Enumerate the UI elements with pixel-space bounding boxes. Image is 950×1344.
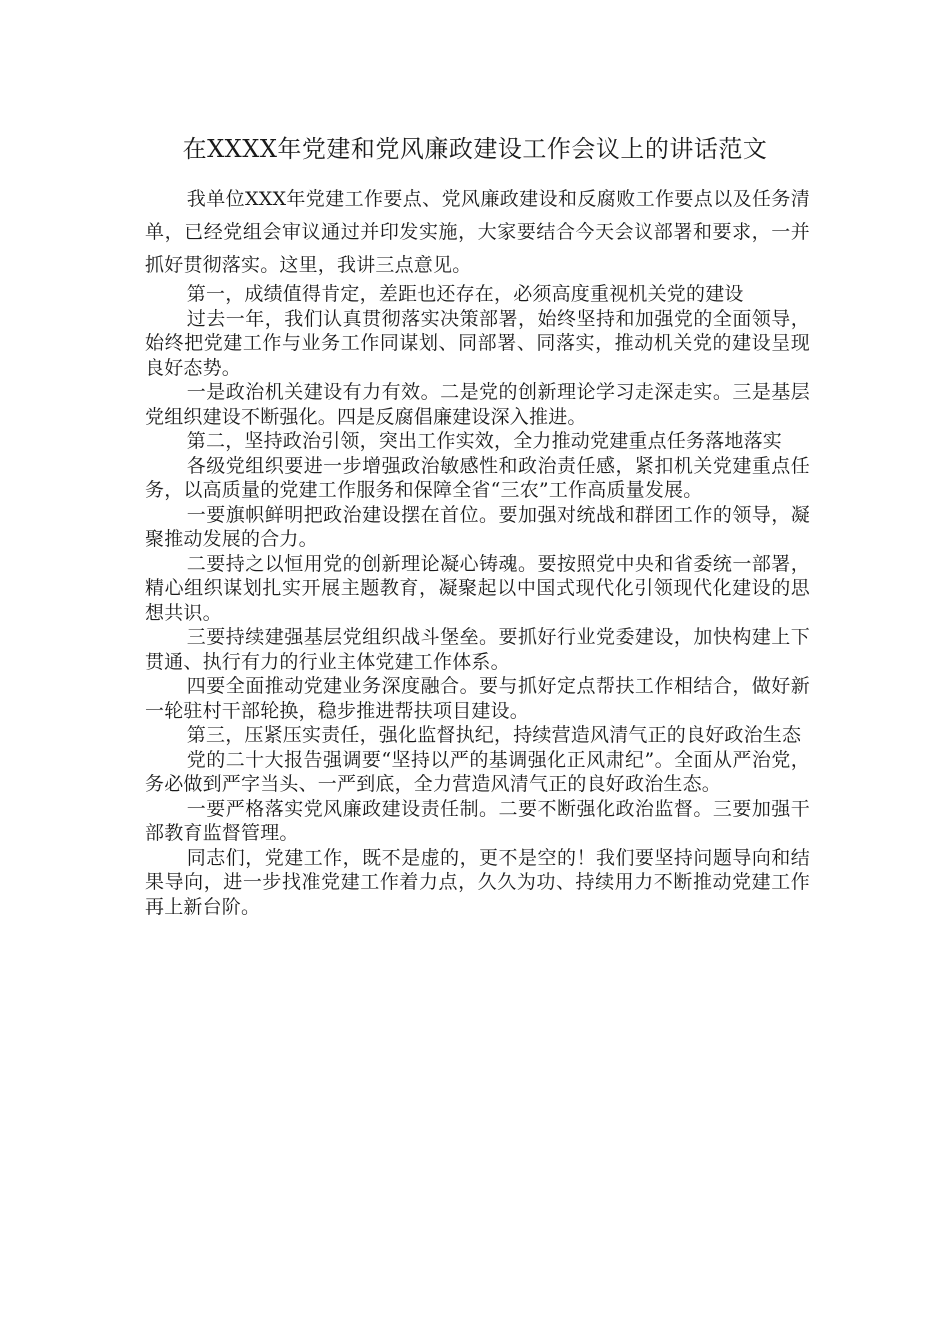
section-3-points: 一要严格落实党风廉政建设责任制。二要不断强化政治监督。三要加强干部教育监督管理。 — [145, 797, 810, 844]
section-2-point-2: 二要持之以恒用党的创新理论凝心铸魂。要按照党中央和省委统一部署，精心组织谋划扎实开展主题教育，凝聚起以中国式现代化引领现代化建设的思想共识。 — [145, 552, 810, 624]
intro-paragraph: 我单位XXX年党建工作要点、党风廉政建设和反腐败工作要点以及任务清单，已经党组会审议通过并印发实施，大家要结合今天会议部署和要求，一并抓好贯彻落实。这里，我讲三点意见。 — [145, 188, 810, 276]
section-heading-1: 第一，成绩值得肯定，差距也还存在，必须高度重视机关党的建设 — [186, 283, 744, 305]
section-2-point-3: 三要持续建强基层党组织战斗堡垒。要抓好行业党委建设，加快构建上下贯通、执行有力的行业主体党建工作体系。 — [145, 626, 810, 673]
section-2-point-4: 四要全面推动党建业务深度融合。要与抓好定点帮扶工作相结合，做好新一轮驻村干部轮换，稳步推进帮扶项目建设。 — [145, 675, 810, 722]
section-1-paragraph: 过去一年，我们认真贯彻落实决策部署，始终坚持和加强党的全面领导，始终把党建工作与业务工作同谋划、同部署、同落实，推动机关党的建设呈现良好态势。 — [145, 307, 810, 379]
section-3-paragraph: 党的二十大报告强调要“坚持以严的基调强化正风肃纪”。全面从严治党，务必做到严字当头、一严到底，全力营造风清气正的良好政治生态。 — [145, 748, 810, 795]
section-2-point-1: 一要旗帜鲜明把政治建设摆在首位。要加强对统战和群团工作的领导，凝聚推动发展的合力。 — [145, 503, 810, 550]
document-title: 在XXXX年党建和党风廉政建设工作会议上的讲话范文 — [182, 135, 768, 163]
section-heading-3: 第三，压紧压实责任，强化监督执纪，持续营造风清气正的良好政治生态 — [186, 724, 802, 746]
section-heading-2: 第二，坚持政治引领，突出工作实效，全力推动党建重点任务落地落实 — [186, 430, 782, 452]
section-2-paragraph: 各级党组织要进一步增强政治敏感性和政治责任感，紧扣机关党建重点任务，以高质量的党建工作服务和保障全省“三农”工作高质量发展。 — [145, 454, 810, 501]
closing-paragraph: 同志们，党建工作，既不是虚的，更不是空的！我们要坚持问题导向和结果导向，进一步找准党建工作着力点，久久为功、持续用力不断推动党建工作再上新台阶。 — [145, 846, 810, 918]
document-body — [145, 183, 810, 919]
section-1-points: 一是政治机关建设有力有效。二是党的创新理论学习走深走实。三是基层党组织建设不断强化。四是反腐倡廉建设深入推进。 — [145, 381, 810, 428]
